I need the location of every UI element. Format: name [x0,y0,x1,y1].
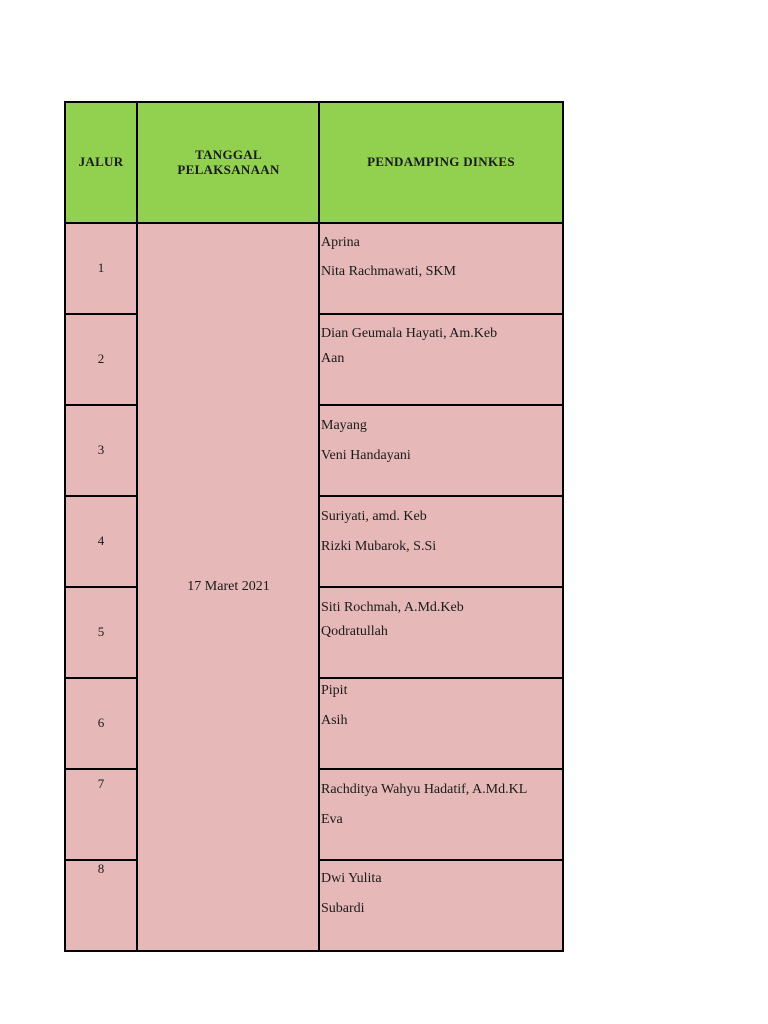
schedule-table [64,101,564,952]
pendamping-name: Subardi [321,901,365,916]
jalur-number: 4 [97,533,105,548]
jalur-cell [66,679,136,770]
jalur-cell [66,861,136,952]
pendamping-cell [320,224,562,315]
pendamping-name: Rizki Mubarok, S.Si [321,539,437,554]
pendamping-name: Qodratullah [321,624,388,639]
pendamping-name: Suriyati, amd. Keb [321,509,427,524]
pendamping-name: Asih [321,713,348,728]
jalur-number: 3 [97,442,105,457]
pendamping-name: Eva [321,812,343,827]
pendamping-name: Nita Rachmawati, SKM [321,264,456,279]
jalur-cell [66,588,136,679]
header-tanggal-pelaksanaan: TANGGAL PELAKSANAAN [177,146,280,177]
pendamping-name: Dwi Yulita [321,871,382,886]
pendamping-name: Pipit [321,683,348,698]
header-jalur: JALUR [78,154,124,170]
pendamping-cell [320,497,562,588]
pendamping-cell [320,406,562,497]
jalur-number: 6 [97,715,105,730]
pendamping-name: Aprina [321,235,360,250]
jalur-cell [66,406,136,497]
pendamping-cell [320,588,562,679]
pendamping-cell [320,679,562,770]
pendamping-cell [320,861,562,952]
jalur-cell [66,315,136,406]
column-divider [136,103,138,950]
date-cell: 17 Maret 2021 [187,579,270,594]
jalur-cell [66,497,136,588]
jalur-cell [66,770,136,861]
pendamping-cell [320,770,562,861]
pendamping-name: Mayang [321,418,367,433]
pendamping-name: Rachditya Wahyu Hadatif, A.Md.KL [321,782,528,797]
jalur-cell [66,224,136,315]
pendamping-cell [320,315,562,406]
jalur-number: 8 [97,861,105,876]
table-header-row [66,103,562,224]
pendamping-name: Dian Geumala Hayati, Am.Keb [321,326,498,341]
pendamping-name: Aan [321,351,345,366]
jalur-number: 2 [97,351,105,366]
column-divider [318,103,320,950]
jalur-number: 5 [97,624,105,639]
header-pendamping-dinkes: PENDAMPING DINKES [367,154,515,170]
pendamping-name: Siti Rochmah, A.Md.Keb [321,600,464,615]
jalur-number: 1 [97,260,105,275]
jalur-number: 7 [97,776,105,791]
pendamping-name: Veni Handayani [321,448,411,463]
